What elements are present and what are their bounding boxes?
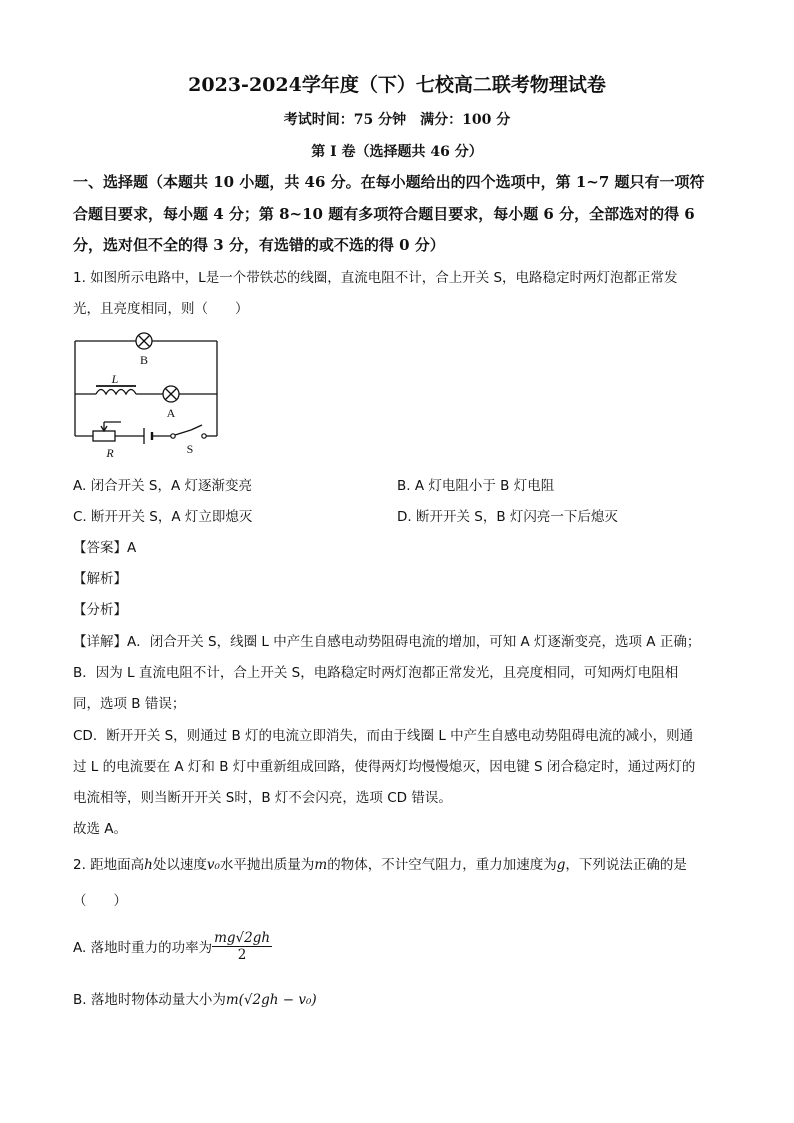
detail-text-1: A．闭合开关 S，线圈 L 中产生自感电动势阻碍电流的增加，可知 A 灯逐渐变亮，选项 A 正确；	[127, 634, 701, 650]
fraction-numerator: mg√2gh	[214, 929, 271, 946]
battery	[144, 428, 152, 444]
var-m: m	[314, 857, 328, 873]
q2-stem-part-1: 2. 距地面高	[73, 857, 145, 873]
q1-option-a: A. 闭合开关 S，A 灯逐渐变亮	[73, 478, 252, 494]
answer-line	[73, 536, 136, 556]
fenxi-tag: 【分析】	[73, 602, 127, 618]
detail-line-5: 过 L 的电流要在 A 灯和 B 灯中重新组成回路，使得两灯均慢慢熄灭，因电键 S 闭合稳定时，通过两灯的	[73, 759, 696, 775]
q1-stem-line-2: 光，且亮度相同，则（ ）	[73, 301, 249, 317]
detail-line-6: 电流相等，则当断开开关 S时，B 灯不会闪亮，选项 CD 错误。	[73, 790, 452, 806]
q2-stem-part-2: 处以速度	[152, 857, 207, 873]
label-a: A	[166, 406, 176, 420]
detail-line-1	[73, 630, 700, 650]
q2-option-b	[73, 988, 317, 1008]
rheostat-r	[93, 422, 121, 441]
jiexi-tag: 【解析】	[73, 571, 127, 587]
label-l: L	[111, 372, 119, 386]
q1-option-b: B. A 灯电阻小于 B 灯电阻	[397, 478, 555, 494]
q2-option-a	[73, 924, 272, 968]
fraction-denominator: 2	[237, 946, 247, 963]
detail-line-4: CD．断开开关 S，则通过 B 灯的电流立即消失，而由于线圈 L 中产生自感电动势阻碍电流的减小，则通	[73, 728, 694, 744]
instructions-line-3: 分，选对但不全的得 3 分，有选错的或不选的得 0 分）	[73, 236, 445, 254]
exam-info: 考试时间：75 分钟 满分：100 分	[283, 112, 511, 128]
answer-tag: 【答案】	[73, 540, 127, 556]
lamp-b	[136, 333, 152, 349]
page-title: 2023-2024学年度（下）七校高二联考物理试卷	[188, 74, 606, 96]
var-g: g	[556, 857, 566, 873]
q2-option-b-text: B. 落地时物体动量大小为	[73, 992, 226, 1008]
q2-stem-line-2: （ ）	[73, 893, 127, 909]
label-b: B	[139, 353, 149, 367]
q1-stem-line-1: 1. 如图所示电路中，L是一个带铁芯的线圈，直流电阻不计，合上开关 S，电路稳定时两灯泡都正常发	[73, 270, 678, 286]
label-r: R	[106, 446, 114, 460]
lamp-a	[163, 386, 179, 402]
power-fraction	[212, 930, 272, 963]
section-heading: 第 I 卷（选择题共 46 分）	[311, 144, 483, 160]
q1-conclusion: 故选 A。	[73, 821, 128, 837]
instructions-line-2: 合题目要求，每小题 4 分；第 8~10 题有多项符合题目要求，每小题 6 分，全部选对的得 6	[73, 205, 695, 223]
var-h: h	[144, 857, 153, 873]
switch-s	[171, 430, 206, 438]
q1-option-d: D. 断开开关 S，B 灯闪亮一下后熄灭	[397, 509, 618, 525]
label-s: S	[186, 442, 194, 456]
circuit-diagram	[66, 328, 226, 460]
detail-tag: 【详解】	[73, 634, 127, 650]
q2-stem-part-3: 水平抛出质量为	[219, 857, 315, 873]
q2-option-a-text: A. 落地时重力的功率为	[73, 940, 213, 956]
q2-stem-part-4: 的物体，不计空气阻力，重力加速度为	[327, 857, 557, 873]
momentum-formula: m(√2gh − v₀)	[225, 992, 317, 1008]
answer-value: A	[127, 540, 137, 556]
detail-line-3: 同，选项 B 错误；	[73, 696, 186, 712]
instructions-line-1: 一、选择题（本题共 10 小题，共 46 分。在每小题给出的四个选项中，第 1~7 题只有一项符	[73, 173, 705, 191]
detail-line-2: B．因为 L 直流电阻不计，合上开关 S，电路稳定时两灯泡都正常发光，且亮度相同，可知两灯电阻相	[73, 665, 679, 681]
inductor-l	[96, 386, 136, 394]
q1-option-c: C. 断开开关 S，A 灯立即熄灭	[73, 509, 253, 525]
var-v0: v₀	[206, 857, 220, 873]
q2-stem-part-5: ，下列说法正确的是	[565, 857, 687, 873]
q2-stem-line-1	[73, 853, 687, 873]
